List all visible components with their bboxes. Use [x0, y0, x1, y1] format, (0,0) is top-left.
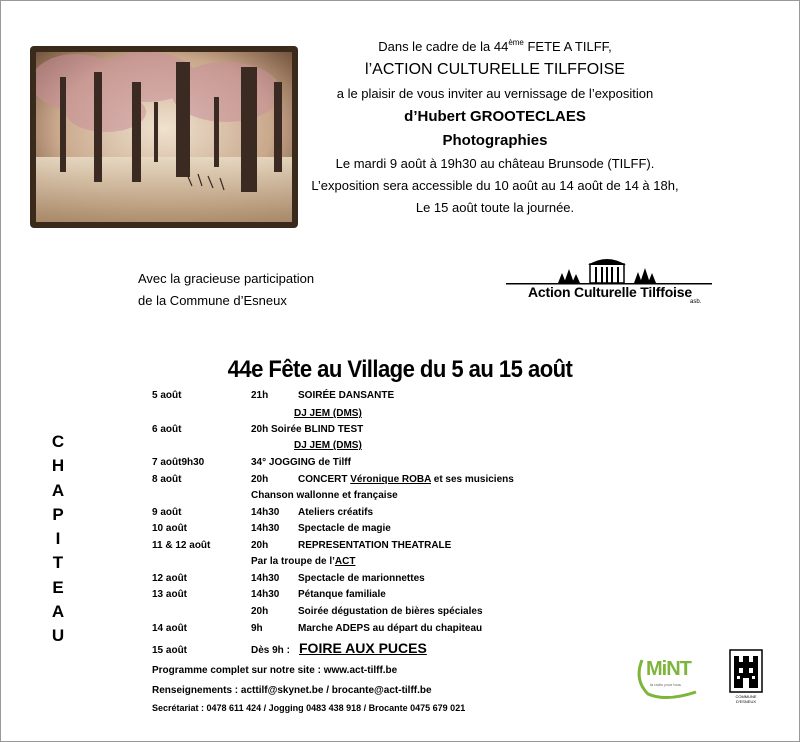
act-logo-suffix: asb. — [690, 299, 702, 305]
schedule-time: 21h — [251, 390, 269, 401]
chapiteau-letter: P — [52, 504, 64, 524]
chapiteau-letter: E — [52, 577, 64, 597]
schedule-date: 13 août — [152, 589, 188, 600]
schedule-time: 20h — [251, 606, 269, 617]
esneux-logo — [728, 648, 764, 702]
schedule-event: 34° JOGGING de Tilff — [251, 457, 351, 468]
schedule-date: 11 & 12 août — [152, 540, 211, 551]
chapiteau-letter: I — [55, 529, 61, 549]
act-logo — [506, 256, 712, 306]
schedule-time: 20h — [251, 474, 269, 485]
schedule-date: 10 août — [152, 523, 188, 534]
programme-line: Programme complet sur notre site : www.act-tilff.be — [152, 665, 398, 676]
invitation-text — [300, 34, 690, 221]
schedule-event: Marche ADEPS au départ du chapiteau — [298, 623, 483, 634]
village-skyline-icon — [506, 256, 712, 286]
chapiteau-letter: A — [51, 602, 65, 622]
park-trees-image — [36, 52, 292, 222]
chapiteau-vertical — [50, 430, 66, 649]
schedule-time: 9h — [251, 623, 263, 634]
schedule-time: 14h30 — [251, 507, 280, 518]
schedule-event: Pétanque familiale — [298, 589, 386, 600]
schedule-sub: Par la troupe de l’ACT — [251, 556, 356, 567]
castle-crest-icon — [728, 648, 764, 694]
schedule-date: 15 août — [152, 645, 188, 656]
foire-aux-puces: FOIRE AUX PUCES — [299, 640, 427, 656]
schedule-event: Soirée dégustation de bières spéciales — [298, 606, 483, 617]
renseignements-line: Renseignements : acttilf@skynet.be / brocante@act-tilff.be — [152, 685, 432, 696]
mint-logo — [636, 654, 716, 700]
exhibition-day15: Le 15 août toute la journée. — [415, 200, 575, 215]
exhibition-access: L’exposition sera accessible du 10 août au 14 août de 14 à 18h, — [311, 178, 679, 193]
chapiteau-letter: U — [51, 626, 65, 646]
vernissage-date: Le mardi 9 août à 19h30 au château Brunsode (TILFF). — [335, 156, 655, 171]
chapiteau-letter: C — [51, 432, 65, 451]
partner-line-1: Avec la gracieuse participation — [138, 271, 315, 286]
schedule-event: SOIRÉE DANSANTE — [298, 390, 395, 401]
fete-title: 44e Fête au Village du 5 au 15 août — [227, 356, 573, 383]
chapiteau-letter: A — [51, 480, 65, 500]
schedule-time: 14h30 — [251, 589, 280, 600]
schedule-time: 14h30 — [251, 573, 280, 584]
schedule-event: REPRESENTATION THEATRALE — [298, 540, 452, 551]
schedule-event: CONCERT Véronique ROBA et ses musiciens — [298, 474, 514, 485]
schedule-sub: DJ JEM (DMS) — [294, 440, 362, 451]
chapiteau-letter: H — [51, 456, 65, 476]
partner-line-2: de la Commune d’Esneux — [138, 293, 287, 308]
organizer-name: l’ACTION CULTURELLE TILFFOISE — [365, 61, 625, 78]
schedule-sub: Chanson wallonne et française — [251, 490, 398, 501]
schedule-time: 14h30 — [251, 523, 280, 534]
partner-text — [138, 268, 314, 312]
schedule-time: 20h — [251, 540, 269, 551]
exhibition-photo — [30, 46, 298, 228]
mint-logo-name: MiNT — [646, 658, 691, 680]
schedule-time: Dès 9h : — [251, 645, 290, 656]
act-logo-name: Action Culturelle Tilffoise — [528, 284, 692, 300]
schedule-event: 20h Soirée BLIND TEST — [251, 424, 364, 435]
schedule-date: 9 août — [152, 507, 182, 518]
esneux-caption: COMMUNE D'ESNEUX — [735, 694, 757, 704]
schedule-date: 5 août — [152, 390, 182, 401]
schedule-date: 12 août — [152, 573, 188, 584]
schedule-date: 14 août — [152, 623, 188, 634]
intro-line-1: Dans le cadre de la 44ème FETE A TILFF, — [378, 38, 612, 54]
schedule-date: 7 août9h30 — [152, 457, 205, 468]
schedule-event: Ateliers créatifs — [298, 507, 374, 518]
exhibition-subject: Photographies — [442, 132, 548, 149]
artist-name: d’Hubert GROOTECLAES — [404, 108, 586, 125]
secretariat-line: Secrétariat : 0478 611 424 / Jogging 0483 438 918 / Brocante 0475 679 021 — [152, 703, 466, 713]
invite-line: a le plaisir de vous inviter au vernissage de l’exposition — [336, 86, 654, 101]
schedule-event: Spectacle de marionnettes — [298, 573, 425, 584]
schedule-date: 6 août — [152, 424, 182, 435]
schedule-event: Spectacle de magie — [298, 523, 391, 534]
schedule-date: 8 août — [152, 474, 182, 485]
mint-logo-tagline: la radio pour tous — [650, 682, 681, 687]
chapiteau-letter: T — [52, 553, 64, 573]
schedule-sub: DJ JEM (DMS) — [294, 408, 362, 419]
